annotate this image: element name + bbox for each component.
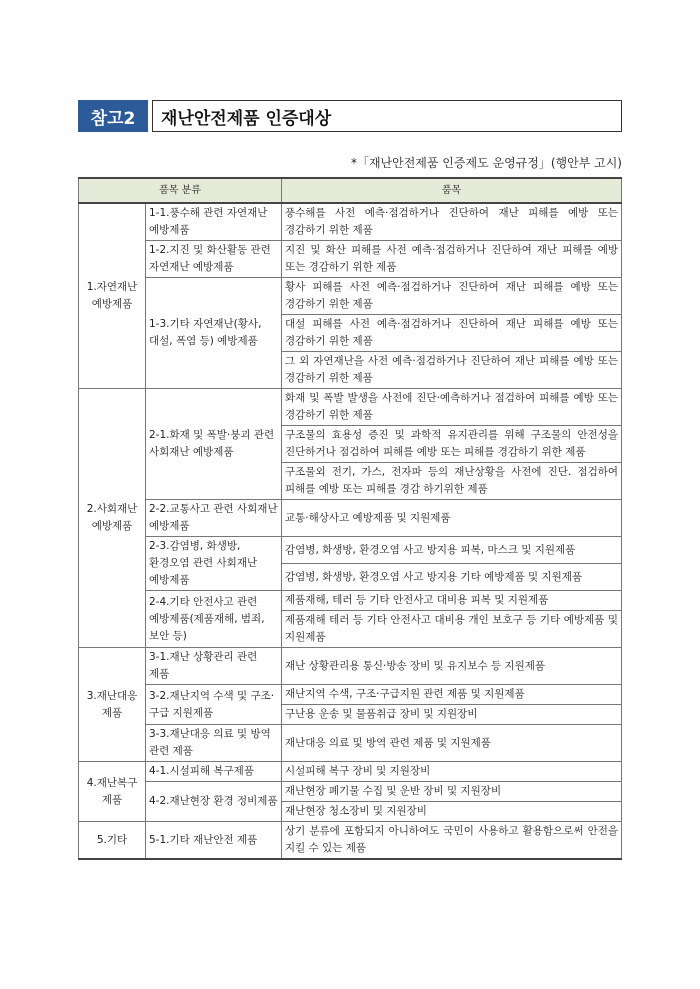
table-row	[79, 500, 622, 537]
item-cell: 감염병, 화생방, 환경오염 사고 방지용 피복, 마스크 및 지원제품	[282, 537, 622, 564]
item-cell: 화재 및 폭발 발생을 사전에 진단·예측하거나 점검하여 피해를 예방 또는 경감하기 위한 제품	[282, 389, 622, 426]
table-row	[79, 685, 622, 705]
item-cell: 재난지역 수색, 구조·구급지원 관련 제품 및 지원제품	[282, 685, 622, 705]
table-row	[79, 241, 622, 278]
item-cell: 그 외 자연재난을 사전 예측·점검하거나 진단하여 재난 피해를 예방 또는 경감하기 위한 제품	[282, 352, 622, 389]
category-cell: 4.재난복구 제품	[79, 762, 146, 822]
item-cell: 구난용 운송 및 물품취급 장비 및 지원장비	[282, 705, 622, 725]
table-row	[79, 762, 622, 782]
item-cell: 재난 상황관리용 통신·방송 장비 및 유지보수 등 지원제품	[282, 648, 622, 685]
subcategory-cell: 3-2.재난지역 수색 및 구조·구급 지원제품	[146, 685, 282, 725]
subcategory-cell: 1-2.지진 및 화산활동 관련 자연재난 예방제품	[146, 241, 282, 278]
subcategory-cell: 5-1.기타 재난안전 제품	[146, 822, 282, 860]
item-cell: 제품재해, 테러 등 기타 안전사고 대비용 피복 및 지원제품	[282, 591, 622, 611]
category-cell: 5.기타	[79, 822, 146, 860]
item-cell: 구조물외 전기, 가스, 전자파 등의 재난상황을 사전에 진단. 점검하여 피해를 예방 또는 피해를 경감 하기위한 제품	[282, 463, 622, 500]
item-cell: 재난대응 의료 및 방역 관련 제품 및 지원제품	[282, 725, 622, 762]
table-row	[79, 537, 622, 564]
reference-badge: 참고2	[78, 100, 148, 132]
item-cell: 구조물의 효용성 증진 및 과학적 유지관리를 위해 구조물의 안전성을 진단하거나 점검하여 피해를 예방 또는 피해를 경감하기 위한 제품	[282, 426, 622, 463]
item-cell: 재난현장 폐기물 수집 및 운반 장비 및 지원장비	[282, 782, 622, 802]
source-note: *「재난안전제품 인증제도 운영규정」(행안부 고시)	[350, 156, 622, 170]
section-header	[78, 100, 622, 132]
subcategory-cell: 3-1.재난 상황관리 관련 제품	[146, 648, 282, 685]
subcategory-cell: 4-1.시설피해 복구제품	[146, 762, 282, 782]
table-row	[79, 278, 622, 315]
item-cell: 감염병, 화생방, 환경오염 사고 방지용 기타 예방제품 및 지원제품	[282, 564, 622, 591]
item-cell: 재난현장 청소장비 및 지원장비	[282, 802, 622, 822]
page-title: 재난안전제품 인증대상	[152, 100, 622, 132]
item-cell: 대설 피해를 사전 예측·점검하거나 진단하여 재난 피해를 예방 또는 경감하기 위한 제품	[282, 315, 622, 352]
subcategory-cell: 2-1.화재 및 폭발·붕괴 관련 사회재난 예방제품	[146, 389, 282, 500]
table-row	[79, 591, 622, 611]
subcategory-cell: 2-3.감염병, 화생방, 환경오염 관련 사회재난 예방제품	[146, 537, 282, 591]
item-cell: 시설피해 복구 장비 및 지원장비	[282, 762, 622, 782]
column-header-item: 품목	[282, 178, 622, 203]
item-cell: 황사 피해를 사전 예측·점검하거나 진단하여 재난 피해를 예방 또는 경감하기 위한 제품	[282, 278, 622, 315]
category-cell: 1.자연재난 예방제품	[79, 203, 146, 389]
table-row	[79, 782, 622, 802]
item-cell: 지진 및 화산 피해를 사전 예측·점검하거나 진단하여 재난 피해를 예방 또는 경감하기 위한 제품	[282, 241, 622, 278]
table-row	[79, 648, 622, 685]
subcategory-cell: 1-3.기타 자연재난(황사, 대설, 폭염 등) 예방제품	[146, 278, 282, 389]
category-cell: 3.재난대응 제품	[79, 648, 146, 762]
category-cell: 2.사회재난 예방제품	[79, 389, 146, 648]
subcategory-cell: 4-2.재난현장 환경 정비제품	[146, 782, 282, 822]
certification-table	[78, 177, 622, 860]
subcategory-cell: 2-4.기타 안전사고 관련 예방제품(제품재해, 범죄, 보안 등)	[146, 591, 282, 648]
subcategory-cell: 1-1.풍수해 관련 자연재난 예방제품	[146, 203, 282, 241]
table-row	[79, 725, 622, 762]
table-row	[79, 203, 622, 241]
item-cell: 교통·해상사고 예방제품 및 지원제품	[282, 500, 622, 537]
subcategory-cell: 2-2.교통사고 관련 사회재난 예방제품	[146, 500, 282, 537]
subcategory-cell: 3-3.재난대응 의료 및 방역 관련 제품	[146, 725, 282, 762]
column-header-classification: 품목 분류	[79, 178, 282, 203]
item-cell: 상기 분류에 포함되지 아니하여도 국민이 사용하고 활용함으로써 안전을 지킬 수 있는 제품	[282, 822, 622, 860]
table-header-row	[79, 178, 622, 203]
table-row	[79, 822, 622, 860]
item-cell: 풍수해를 사전 예측·점검하거나 진단하여 재난 피해를 예방 또는 경감하기 위한 제품	[282, 203, 622, 241]
item-cell: 제품재해 테러 등 기타 안전사고 대비용 개인 보호구 등 기타 예방제품 및 지원제품	[282, 611, 622, 648]
table-row	[79, 389, 622, 426]
